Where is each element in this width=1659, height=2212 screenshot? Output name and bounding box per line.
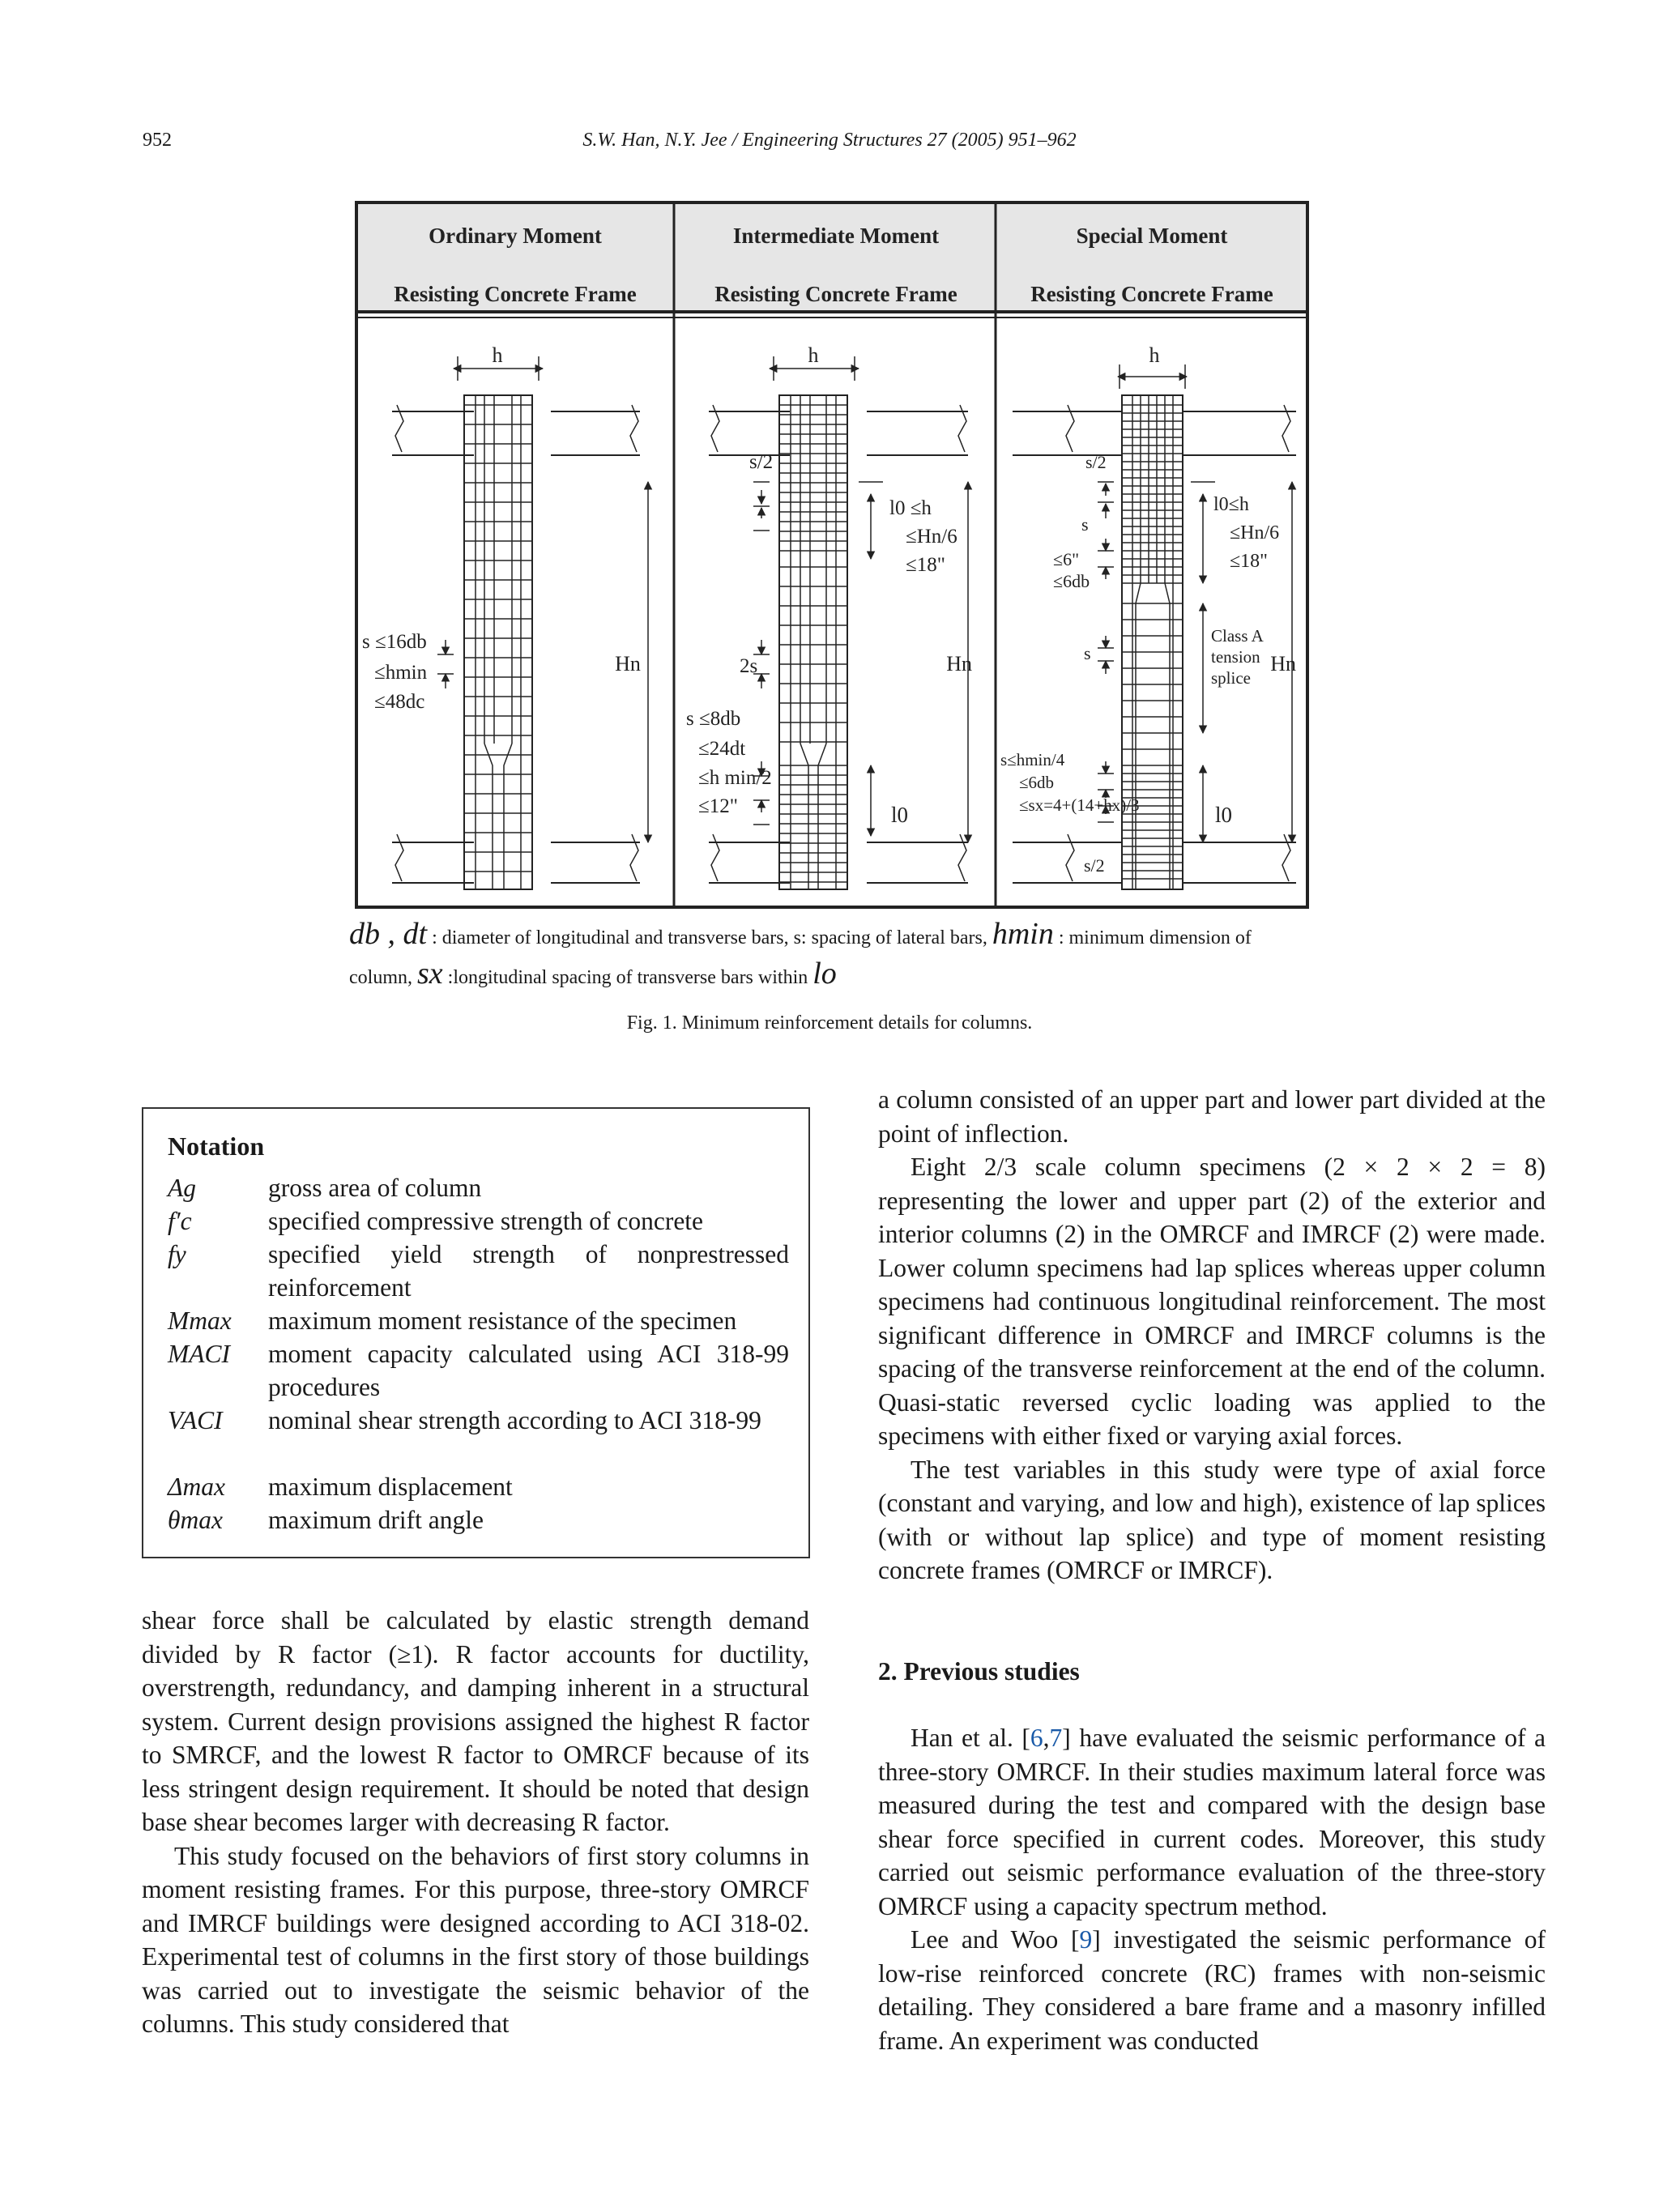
legend-lo: lo bbox=[812, 957, 837, 991]
legend-hmin: hmin bbox=[992, 917, 1054, 951]
notation-item bbox=[168, 1503, 789, 1536]
special-h-label: h bbox=[1149, 343, 1160, 367]
ordinary-column-drawing bbox=[392, 395, 640, 889]
legend-text-3: :longitudinal spacing of transverse bars within bbox=[447, 967, 808, 988]
notation-symbol: MACI bbox=[168, 1340, 230, 1368]
intermediate-title-line1: Intermediate Moment bbox=[732, 224, 940, 248]
notation-symbol: fy bbox=[168, 1240, 186, 1268]
intermediate-bottom-2: ≤24dt bbox=[698, 738, 746, 760]
notation-symbol: θmax bbox=[168, 1506, 223, 1534]
notation-item bbox=[168, 1304, 789, 1337]
legend-column: column, bbox=[349, 967, 412, 988]
ordinary-Hn-label: Hn bbox=[615, 652, 641, 676]
special-Hn-label: Hn bbox=[1270, 652, 1296, 676]
text-run: , bbox=[1043, 1724, 1050, 1752]
legend-sx: sx bbox=[417, 957, 443, 991]
ordinary-title-line1: Ordinary Moment bbox=[429, 224, 602, 248]
notation-item bbox=[168, 1470, 789, 1503]
special-title-line2: Resisting Concrete Frame bbox=[1030, 282, 1273, 306]
intermediate-bottom-4: ≤12" bbox=[698, 795, 738, 817]
special-l0-3: ≤18" bbox=[1230, 551, 1268, 572]
ordinary-spacing-2: ≤hmin bbox=[374, 662, 428, 684]
paragraph: The test variables in this study were type of axial force (constant and varying, and low and high), existence of lap splices (with or without lap splice) and type of moment resisting concrete frames (OMRCF or IMRCF). bbox=[878, 1455, 1546, 1584]
paragraph: shear force shall be calculated by elastic strength demand divided by R factor (≥1). R factor accounts for ductility, overstrength, redundancy, and damping inherent in a structural system. Current design provisions assigned the highest R factor to SMRCF, and the lowest R factor to OMRCF because of its less stringent design requirement. It should be noted that design base shear becomes larger with decreasing R factor. bbox=[142, 1606, 809, 1836]
notation-item bbox=[168, 1238, 789, 1304]
special-bottom-3: ≤sx=4+(14+hx)/3 bbox=[1019, 795, 1140, 815]
figure-legend-line2 bbox=[349, 956, 837, 991]
special-l0-1: l0≤h bbox=[1213, 494, 1249, 515]
notation-definition: specified compressive strength of concrete bbox=[268, 1207, 704, 1235]
special-bottom-2: ≤6db bbox=[1019, 773, 1055, 792]
ordinary-h-label: h bbox=[492, 343, 503, 367]
intermediate-dimensions bbox=[753, 356, 968, 842]
special-l0-2: ≤Hn/6 bbox=[1230, 522, 1280, 543]
splice-2: tension bbox=[1211, 647, 1260, 667]
notation-symbol: VACI bbox=[168, 1406, 223, 1434]
intermediate-l0-2: ≤Hn/6 bbox=[906, 526, 957, 548]
notation-symbol: Mmax bbox=[168, 1306, 232, 1335]
text-run: ] investigated the seismic performance of low-rise reinforced concrete (RC) frames with non-seismic detailing. They considered a bare frame and a masonry infilled frame. An experiment was conducted bbox=[878, 1925, 1546, 2055]
intermediate-bottom-1: s ≤8db bbox=[686, 708, 741, 730]
intermediate-2s-label: 2s bbox=[740, 655, 758, 677]
notation-title: Notation bbox=[168, 1132, 265, 1161]
intermediate-s2-label: s/2 bbox=[749, 451, 774, 473]
reference-link[interactable]: 7 bbox=[1049, 1724, 1063, 1752]
paragraph: Eight 2/3 scale column specimens (2 × 2 × 2 = 8) representing the lower and upper part (2) of the exterior and interior columns (2) in the OMRCF and IMRCF (2) were made. Lower column specimens had lap splices whereas upper column specimens had continuous longitudinal reinforcement. The most significant difference in OMRCF and IMRCF columns is the spacing of the transverse reinforcement at the end of the column. Quasi-static reversed cyclic loading was applied to the specimens with either fixed or varying axial forces. bbox=[878, 1153, 1546, 1450]
legend-text-1: : diameter of longitudinal and transverse bars, s: spacing of lateral bars, bbox=[432, 927, 987, 948]
ordinary-spacing-3: ≤48dc bbox=[374, 691, 425, 713]
legend-db-dt: db , dt bbox=[349, 917, 428, 951]
ordinary-spacing-1: s ≤16db bbox=[362, 631, 427, 653]
notation-item bbox=[168, 1404, 789, 1437]
legend-text-2: : minimum dimension of bbox=[1058, 927, 1252, 948]
splice-1: Class A bbox=[1211, 626, 1264, 646]
running-head: S.W. Han, N.Y. Jee / Engineering Structures 27 (2005) 951–962 bbox=[582, 130, 1077, 151]
figure-legend-line1 bbox=[349, 916, 1252, 952]
intermediate-l0-3: ≤18" bbox=[906, 554, 945, 576]
figure-caption: Fig. 1. Minimum reinforcement details for columns. bbox=[626, 1012, 1033, 1034]
text-run: Lee and Woo [ bbox=[911, 1925, 1080, 1954]
paragraph bbox=[878, 1721, 1546, 1923]
notation-symbol: Δmax bbox=[168, 1473, 225, 1501]
reference-link[interactable]: 6 bbox=[1030, 1724, 1043, 1752]
special-s2-top: s/2 bbox=[1085, 452, 1107, 472]
notation-definition: maximum displacement bbox=[268, 1473, 513, 1501]
special-title-line1: Special Moment bbox=[1076, 224, 1228, 248]
right-column bbox=[878, 1083, 1546, 2057]
text-run: ] have evaluated the seismic performance of a three-story OMRCF. In their studies maximum lateral force was measured during the test and compared with the design base shear force specified in current codes. Moreover, this study carried out seismic performance evaluation of the three-story OMRCF using a capacity spectrum method. bbox=[878, 1724, 1546, 1920]
notation-definition: gross area of column bbox=[268, 1174, 482, 1202]
text-run: Han et al. [ bbox=[911, 1724, 1030, 1752]
special-6db: ≤6db bbox=[1053, 571, 1090, 591]
intermediate-column-drawing bbox=[709, 395, 968, 889]
intermediate-bottom-3: ≤h min/2 bbox=[698, 767, 772, 789]
left-column bbox=[142, 1604, 809, 2041]
special-s-top: s bbox=[1081, 514, 1089, 535]
notation-item bbox=[168, 1171, 789, 1204]
page-number: 952 bbox=[143, 130, 172, 151]
intermediate-stirrups bbox=[779, 405, 847, 882]
notation-item bbox=[168, 1204, 789, 1238]
section-title: 2. Previous studies bbox=[878, 1656, 1080, 1686]
intermediate-l0-1: l0 ≤h bbox=[889, 497, 932, 519]
intermediate-Hn-label: Hn bbox=[946, 652, 972, 676]
notation-definition: maximum drift angle bbox=[268, 1506, 484, 1534]
notation-symbol: f′c bbox=[168, 1207, 192, 1235]
paragraph: a column consisted of an upper part and lower part divided at the point of inflection. bbox=[878, 1085, 1546, 1148]
intermediate-title-line2: Resisting Concrete Frame bbox=[714, 282, 957, 306]
paragraph: This study focused on the behaviors of first story columns in moment resisting frames. For this purpose, three-story OMRCF and IMRCF buildings were designed according to ACI 318-02. Experimental test of columns in the first story of those buildings was carried out to investigate the seismic behavior of the columns. This study considered that bbox=[142, 1841, 809, 2038]
reference-link[interactable]: 9 bbox=[1079, 1925, 1093, 1954]
special-bottom-1: s≤hmin/4 bbox=[1000, 750, 1065, 769]
figure-reinforcement-details bbox=[355, 201, 1309, 909]
notation-definition: nominal shear strength according to ACI 318-99 bbox=[268, 1406, 761, 1434]
intermediate-h-label: h bbox=[808, 343, 819, 367]
notation-box bbox=[142, 1107, 810, 1558]
special-s-mid: s bbox=[1084, 643, 1091, 663]
special-s2-bottom: s/2 bbox=[1084, 855, 1105, 876]
ordinary-stirrups bbox=[464, 405, 532, 872]
notation-definition: moment capacity calculated using ACI 318-99 procedures bbox=[268, 1340, 789, 1401]
intermediate-l0-bottom: l0 bbox=[891, 803, 909, 827]
ordinary-title-line2: Resisting Concrete Frame bbox=[394, 282, 637, 306]
notation-item bbox=[168, 1337, 789, 1404]
notation-definition: specified yield strength of nonprestressed reinforcement bbox=[268, 1240, 789, 1302]
notation-definition: maximum moment resistance of the specimen bbox=[268, 1306, 737, 1335]
special-6in: ≤6" bbox=[1053, 549, 1080, 569]
notation-symbol: Ag bbox=[168, 1174, 196, 1202]
special-l0-bottom: l0 bbox=[1215, 803, 1233, 827]
splice-3: splice bbox=[1211, 668, 1251, 688]
paragraph bbox=[878, 1923, 1546, 2057]
